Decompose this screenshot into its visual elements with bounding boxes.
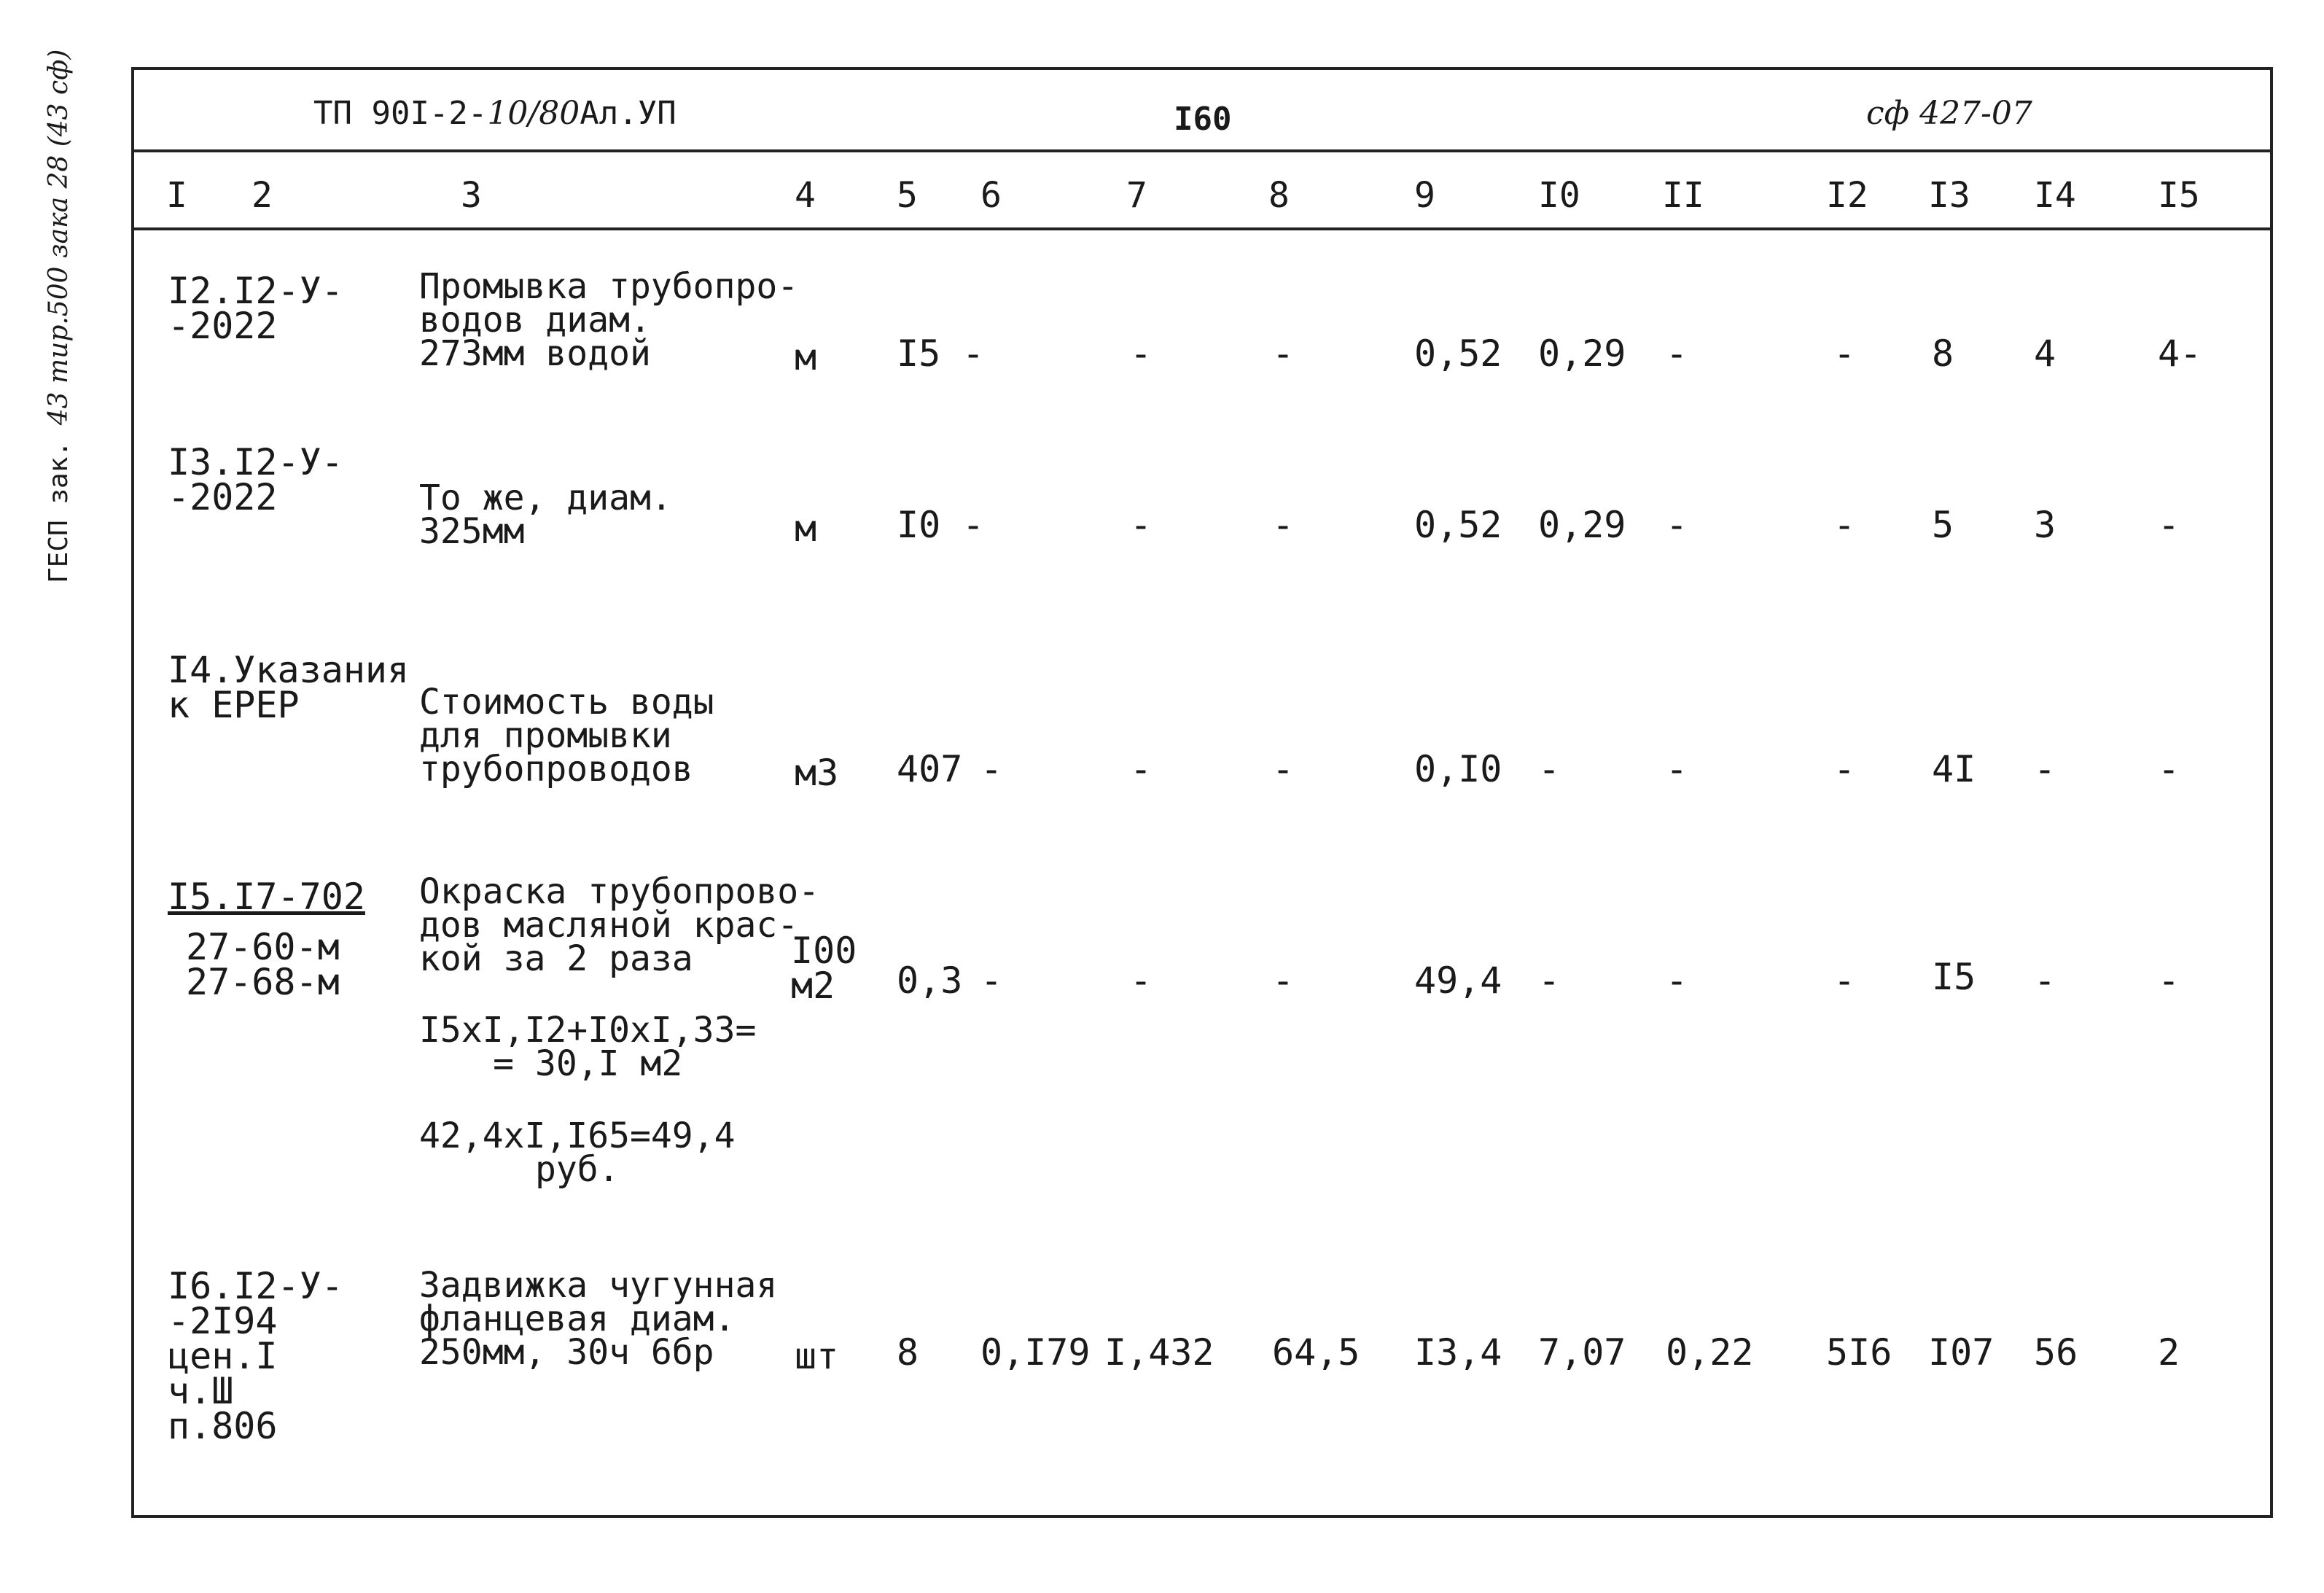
row-col12: - xyxy=(1833,748,1856,790)
row-col11: - xyxy=(1666,959,1688,1002)
row-code: I2.I2-У- -2022 xyxy=(168,270,343,347)
row-col6: - xyxy=(962,504,985,546)
row-col10: - xyxy=(1538,748,1561,790)
col-7: 7 xyxy=(1126,175,1147,216)
col-14: I4 xyxy=(2034,175,2076,216)
row-col12: 5I6 xyxy=(1826,1331,1892,1374)
row-col9: 0,52 xyxy=(1414,332,1502,375)
row-description: То же, диам. 325мм xyxy=(419,478,672,552)
row-col10: 0,29 xyxy=(1538,332,1626,375)
row-col13: 5 xyxy=(1932,504,1954,546)
row-qty: 0,3 xyxy=(897,959,963,1002)
row-unit: м xyxy=(795,336,817,378)
row-col6: 0,I79 xyxy=(980,1331,1091,1374)
row-code-main: I5.I7-702 xyxy=(168,876,365,918)
row-col11: - xyxy=(1666,748,1688,790)
doc-number: ТП 90I-2-10/80Ал.УП xyxy=(313,95,676,132)
row-col14: - xyxy=(2034,748,2056,790)
row-col6: - xyxy=(962,332,985,375)
row-col8: 64,5 xyxy=(1272,1331,1360,1374)
row-col7: - xyxy=(1130,504,1153,546)
row-code: I4.Указания к ЕРЕР xyxy=(168,649,410,726)
col-12: I2 xyxy=(1826,175,1868,216)
row-col13: 4I xyxy=(1932,748,1976,790)
row-description: Окраска трубопрово- дов масляной крас- кой за 2 раза xyxy=(419,871,820,979)
col-3: 3 xyxy=(461,175,482,216)
row-col14: - xyxy=(2034,959,2056,1002)
row-col15: - xyxy=(2158,748,2180,790)
sheet-code: сф 427-07 xyxy=(1866,95,2032,132)
row-code: I6.I2-У- -2I94 цен.I ч.Ш п.806 xyxy=(168,1265,343,1447)
col-6: 6 xyxy=(980,175,1002,216)
row-col12: - xyxy=(1833,332,1856,375)
row-col8: - xyxy=(1272,332,1295,375)
row-col6: - xyxy=(980,959,1003,1002)
col-9: 9 xyxy=(1414,175,1435,216)
side-stamp xyxy=(44,0,74,583)
row-col12: - xyxy=(1833,504,1856,546)
row-col15: 2 xyxy=(2158,1331,2180,1374)
col-4: 4 xyxy=(795,175,816,216)
row-col14: 3 xyxy=(2034,504,2056,546)
row-col8: - xyxy=(1272,504,1295,546)
row-unit: шт xyxy=(795,1335,839,1377)
col-10: I0 xyxy=(1538,175,1580,216)
row-col14: 4 xyxy=(2034,332,2056,375)
col-13: I3 xyxy=(1928,175,1970,216)
row-col10: 0,29 xyxy=(1538,504,1626,546)
row-col7: - xyxy=(1130,748,1153,790)
row-col6: - xyxy=(980,748,1003,790)
row-col7: - xyxy=(1130,332,1153,375)
row-col8: - xyxy=(1272,959,1295,1002)
row-description: Стоимость воды для промывки трубопроводов xyxy=(419,682,714,790)
col-5: 5 xyxy=(897,175,918,216)
row-col12: - xyxy=(1833,959,1856,1002)
col-15: I5 xyxy=(2158,175,2200,216)
page-number: I60 xyxy=(1174,101,1232,138)
stamp-printed: ГЕСП зак. xyxy=(44,440,74,583)
row-qty: 407 xyxy=(897,748,963,790)
header-divider xyxy=(134,149,2270,152)
row-col15: - xyxy=(2158,504,2180,546)
row-col7: - xyxy=(1130,959,1153,1002)
column-header-divider xyxy=(134,227,2270,230)
row-col9: 0,52 xyxy=(1414,504,1502,546)
row-description: Промывка трубопро- водов диам. 273мм водой xyxy=(419,266,799,374)
row-col15: 4- xyxy=(2158,332,2202,375)
col-2: 2 xyxy=(251,175,273,216)
row-col9: 0,I0 xyxy=(1414,748,1502,790)
row-col14: 56 xyxy=(2034,1331,2078,1374)
row-unit: м xyxy=(795,507,817,550)
row-col11: - xyxy=(1666,504,1688,546)
col-8: 8 xyxy=(1268,175,1290,216)
row-unit: I00 м2 xyxy=(791,930,857,1007)
row-col13: I5 xyxy=(1932,956,1976,998)
row-qty: 8 xyxy=(897,1331,919,1374)
row-col9: I3,4 xyxy=(1414,1331,1502,1374)
row-col7: I,432 xyxy=(1104,1331,1214,1374)
row-col8: - xyxy=(1272,748,1295,790)
row-code: I3.I2-У- -2022 xyxy=(168,441,343,518)
row-qty: I5 xyxy=(897,332,941,375)
col-11: II xyxy=(1662,175,1704,216)
row-code: 27-60-м 27-68-м xyxy=(186,926,340,1003)
doc-number-handwritten: 10/80 xyxy=(487,95,580,132)
col-1: I xyxy=(166,175,187,216)
row-col11: 0,22 xyxy=(1666,1331,1754,1374)
row-col10: 7,07 xyxy=(1538,1331,1626,1374)
row-col10: - xyxy=(1538,959,1561,1002)
row-col9: 49,4 xyxy=(1414,959,1502,1002)
row-unit: м3 xyxy=(795,752,839,794)
row-col13: 8 xyxy=(1932,332,1954,375)
row-col13: I07 xyxy=(1928,1331,1994,1374)
row-col11: - xyxy=(1666,332,1688,375)
row-qty: I0 xyxy=(897,504,941,546)
row-col15: - xyxy=(2158,959,2180,1002)
row-calc-area: I5хI,I2+I0хI,33= = 30,I м2 xyxy=(419,1010,757,1084)
row-description: Задвижка чугунная фланцевая диам. 250мм, 30ч 6бр xyxy=(419,1265,778,1373)
row-calc-price: 42,4хI,I65=49,4 руб. xyxy=(419,1115,736,1190)
stamp-handwritten: 43 тир.500 зака 28 (43 сф) xyxy=(44,49,74,426)
